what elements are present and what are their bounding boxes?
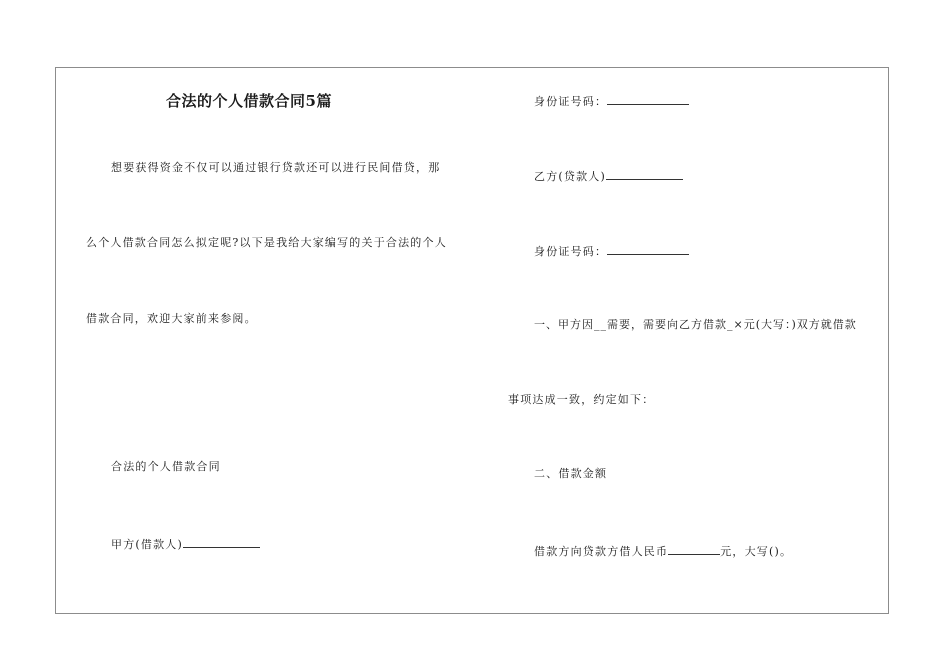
party-a-id-line: [534, 93, 689, 109]
party-a-label: 甲方(借款人): [111, 538, 183, 551]
party-b-label: 乙方(贷款人): [534, 170, 606, 183]
clause-2-line: [534, 543, 792, 559]
party-b-blank: [606, 168, 683, 180]
clause-2-text-a: 借款方向贷款方借人民币: [534, 545, 669, 558]
clause-1-line-2: 事项达成一致，约定如下：: [508, 393, 655, 406]
clause-2-text-b: 元，大写()。: [720, 545, 793, 558]
page-title: 合法的个人借款合同5篇: [166, 92, 332, 110]
page-frame: [55, 67, 889, 614]
clause-2-heading: 二、借款金额: [534, 467, 608, 480]
party-a-id-blank: [607, 93, 689, 105]
amount-blank: [668, 543, 720, 555]
intro-line-3: 借款合同，欢迎大家前来参阅。: [86, 312, 257, 325]
section-heading: 合法的个人借款合同: [111, 460, 221, 473]
party-a-blank: [183, 536, 260, 548]
party-b-id-blank: [607, 243, 689, 255]
clause-1-line-1: 一、甲方因__需要，需要向乙方借款_×元(大写：)双方就借款: [534, 318, 857, 331]
party-b-id-label: 身份证号码：: [534, 245, 608, 258]
intro-line-2: 么个人借款合同怎么拟定呢?以下是我给大家编写的关于合法的个人: [86, 236, 447, 249]
party-b-line: [534, 168, 683, 184]
party-a-line: [111, 536, 260, 552]
party-a-id-label: 身份证号码：: [534, 95, 608, 108]
party-b-id-line: [534, 243, 689, 259]
intro-line-1: 想要获得资金不仅可以通过银行贷款还可以进行民间借贷，那: [111, 161, 441, 174]
